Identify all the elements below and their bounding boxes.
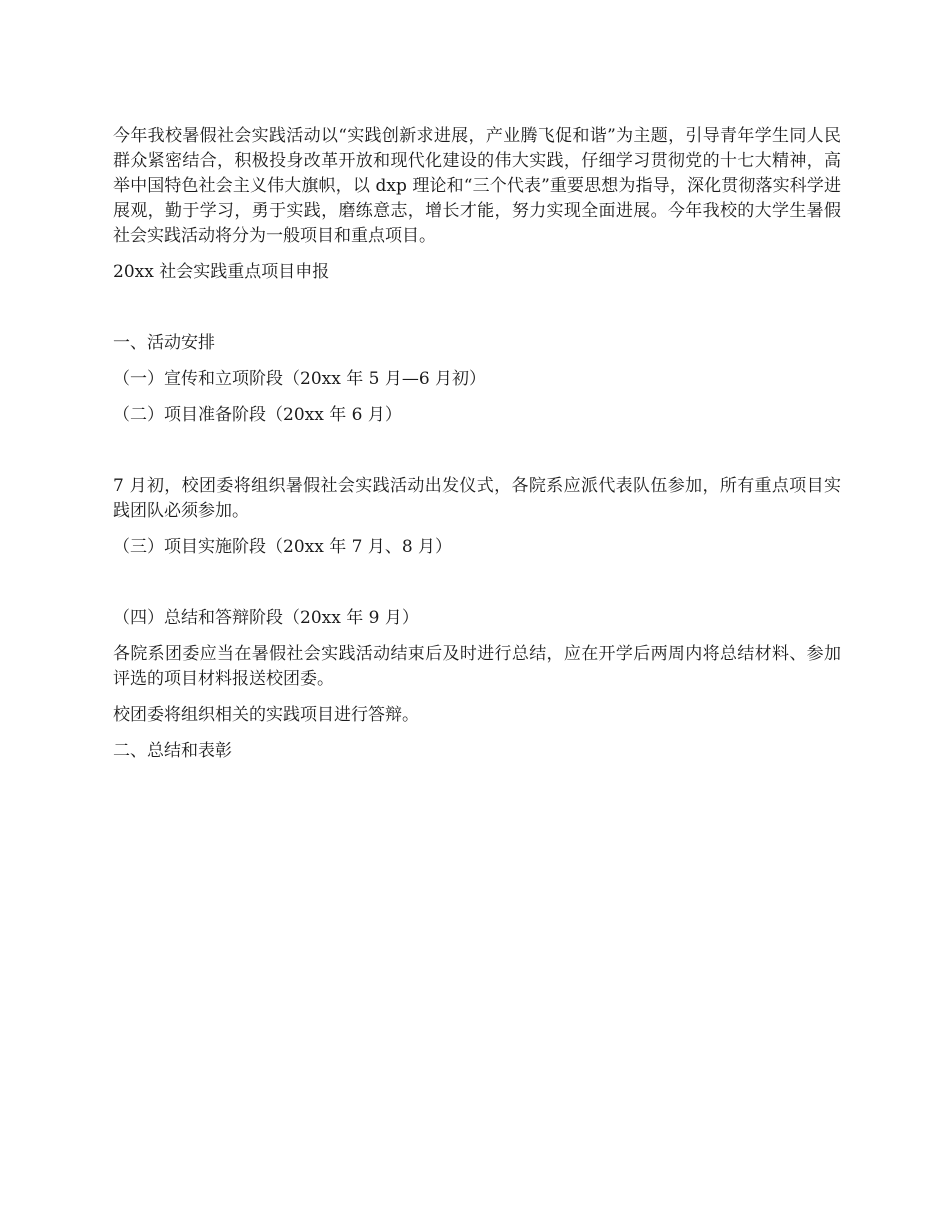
stage-preparation: （二）项目准备阶段（20xx 年 6 月） bbox=[113, 405, 402, 425]
stage-publicity: （一）宣传和立项阶段（20xx 年 5 月—6 月初） bbox=[113, 369, 487, 389]
defense-paragraph: 校团委将组织相关的实践项目进行答辩。 bbox=[113, 705, 419, 725]
intro-paragraph: 今年我校暑假社会实践活动以“实践创新求进展，产业腾飞促和谐”为主题，引导青年学生同人民群众紧密结合，积极投身改革开放和现代化建设的伟大实践，仔细学习贯彻党的十七大精神，高举中国特色社会主义伟大旗帜，以 dxp 理论和“三个代表”重要思想为指导，深化贯彻落实科学进展观，勤于学习，勇于实践，磨练意志，增长才能，努力实现全面进展。今年我校的大学生暑假社会实践活动将分为一般项目和重点项目。 bbox=[113, 126, 841, 246]
section-heading-activity: 一、活动安排 bbox=[113, 333, 215, 353]
summary-paragraph: 各院系团委应当在暑假社会实践活动结束后及时进行总结，应在开学后两周内将总结材料、参加评选的项目材料报送校团委。 bbox=[113, 644, 841, 689]
stage-summary: （四）总结和答辩阶段（20xx 年 9 月） bbox=[113, 608, 419, 628]
stage-implementation: （三）项目实施阶段（20xx 年 7 月、8 月） bbox=[113, 537, 453, 557]
document-body bbox=[113, 124, 841, 764]
section-heading-commendation: 二、总结和表彰 bbox=[113, 741, 232, 761]
departure-paragraph: 7 月初，校团委将组织暑假社会实践活动出发仪式，各院系应派代表队伍参加，所有重点项目实践团队必须参加。 bbox=[113, 476, 841, 521]
project-heading: 20xx 社会实践重点项目申报 bbox=[113, 262, 330, 282]
